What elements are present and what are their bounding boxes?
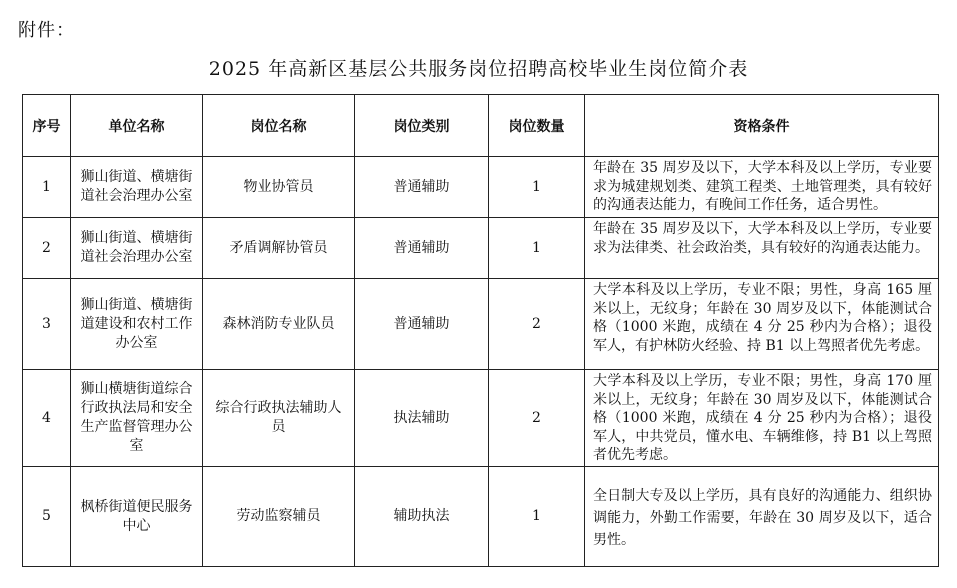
cell-requirements: 年龄在 35 周岁及以下，大学本科及以上学历，专业要求为法律类、社会政治类，具有较好的沟通表达能力。 (585, 218, 939, 279)
cell-no: 1 (23, 157, 71, 218)
header-requirements: 资格条件 (585, 95, 939, 157)
cell-post: 综合行政执法辅助人员 (203, 370, 355, 467)
cell-requirements: 年龄在 35 周岁及以下，大学本科及以上学历，专业要求为城建规划类、建筑工程类、土地管理类，具有较好的沟通表达能力，有晚间工作任务，适合男性。 (585, 157, 939, 218)
table-row (23, 370, 939, 467)
table-row (23, 157, 939, 218)
cell-count: 1 (489, 467, 585, 567)
table-row (23, 467, 939, 567)
cell-category: 普通辅助 (355, 279, 489, 370)
cell-post: 矛盾调解协管员 (203, 218, 355, 279)
cell-unit: 狮山横塘街道综合行政执法局和安全生产监督管理办公室 (71, 370, 203, 467)
document-title: 2025 年高新区基层公共服务岗位招聘高校毕业生岗位简介表 (208, 58, 749, 80)
cell-post: 物业协管员 (203, 157, 355, 218)
cell-unit: 狮山街道、横塘街道建设和农村工作办公室 (71, 279, 203, 370)
cell-requirements: 大学本科及以上学历，专业不限；男性，身高 170 厘米以上，无纹身；年龄在 30 周岁及以下，体能测试合格（1000 米跑，成绩在 4 分 25 秒内为合格）；退役军人，中共党员，懂水电、车辆维修，持 B1 以上驾照者优先考虑。 (585, 370, 939, 467)
attachment-label: 附件： (18, 20, 75, 41)
cell-unit: 狮山街道、横塘街道社会治理办公室 (71, 157, 203, 218)
positions-table (22, 94, 939, 567)
header-unit: 单位名称 (71, 95, 203, 157)
header-post: 岗位名称 (203, 95, 355, 157)
cell-no: 3 (23, 279, 71, 370)
cell-category: 普通辅助 (355, 157, 489, 218)
cell-no: 4 (23, 370, 71, 467)
header-count: 岗位数量 (489, 95, 585, 157)
cell-count: 2 (489, 279, 585, 370)
cell-requirements: 全日制大专及以上学历，具有良好的沟通能力、组织协调能力，外勤工作需要，年龄在 30 周岁及以下，适合男性。 (585, 467, 939, 567)
cell-unit: 狮山街道、横塘街道社会治理办公室 (71, 218, 203, 279)
cell-category: 执法辅助 (355, 370, 489, 467)
cell-category: 辅助执法 (355, 467, 489, 567)
cell-count: 1 (489, 157, 585, 218)
cell-requirements: 大学本科及以上学历，专业不限；男性，身高 165 厘米以上，无纹身；年龄在 30 周岁及以下，体能测试合格（1000 米跑，成绩在 4 分 25 秒内为合格）；退役军人，有护林防火经验、持 B1 以上驾照者优先考虑。 (585, 279, 939, 370)
cell-post: 森林消防专业队员 (203, 279, 355, 370)
header-category: 岗位类别 (355, 95, 489, 157)
cell-no: 2 (23, 218, 71, 279)
cell-category: 普通辅助 (355, 218, 489, 279)
cell-post: 劳动监察辅员 (203, 467, 355, 567)
table-row (23, 279, 939, 370)
cell-count: 2 (489, 370, 585, 467)
cell-count: 1 (489, 218, 585, 279)
cell-no: 5 (23, 467, 71, 567)
table-row (23, 218, 939, 279)
cell-unit: 枫桥街道便民服务中心 (71, 467, 203, 567)
table-header-row (23, 95, 939, 157)
header-no: 序号 (23, 95, 71, 157)
